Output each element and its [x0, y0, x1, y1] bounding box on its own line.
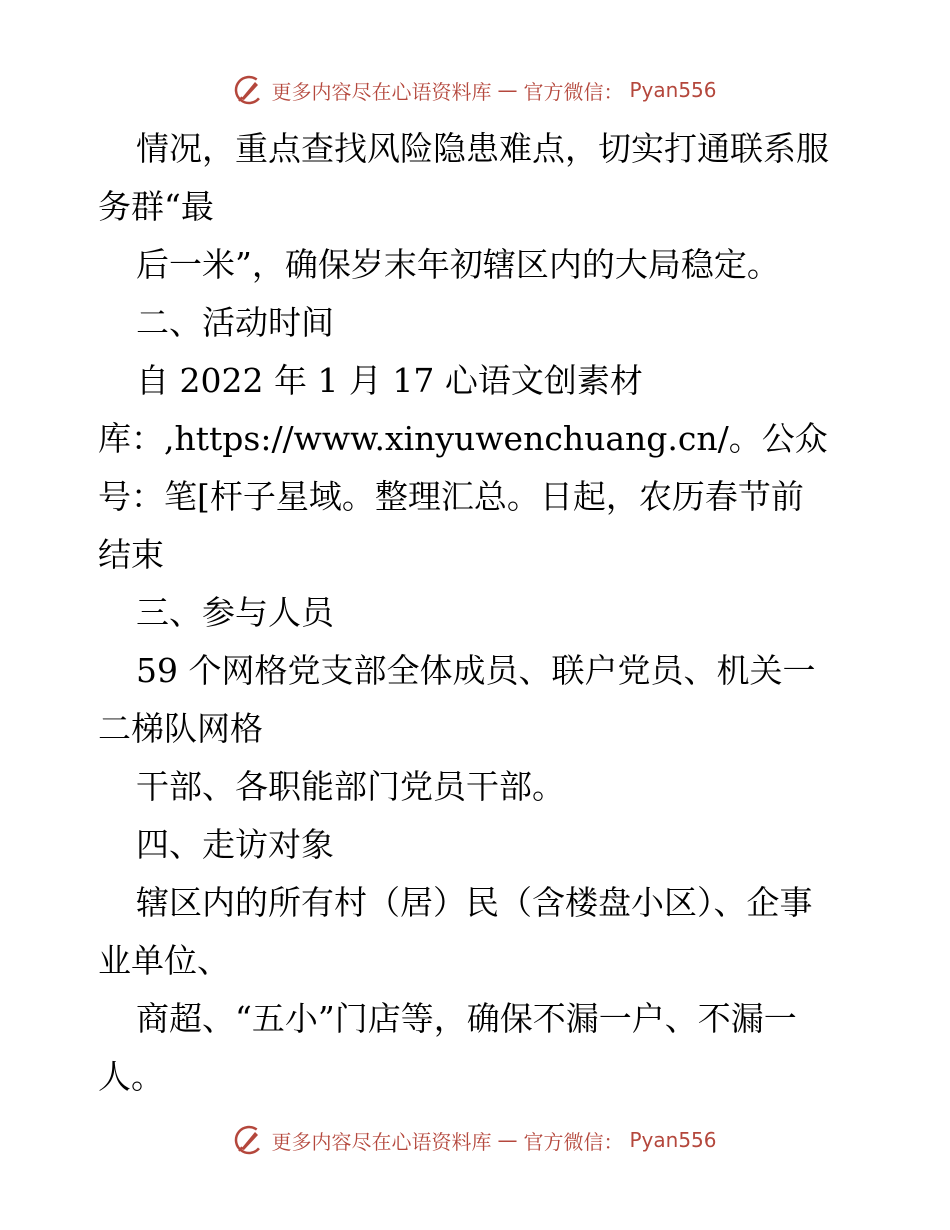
text-line: 辖区内的所有村（居）民（含楼盘小区）、企事 [136, 883, 813, 922]
banner-wechat-id: Pyan556 [629, 1128, 717, 1152]
text-line: 务群“最 [98, 187, 214, 226]
banner-slogan: 更多内容尽在心语资料库 [271, 79, 492, 104]
banner-wechat-id: Pyan556 [629, 78, 717, 102]
text-line: 号：笔[杆子星域。整理汇总。日起，农历春节前 [98, 477, 804, 516]
text-line: 结束 [98, 535, 164, 574]
section-heading: 四、走访对象 [136, 825, 334, 864]
feather-pen-logo-icon [233, 74, 265, 106]
text-line: 库：,https://www.xinyuwenchuang.cn/。公众 [98, 419, 828, 458]
banner-wechat-label: 官方微信： [523, 79, 624, 104]
text-line: 情况，重点查找风险隐患难点，切实打通联系服 [136, 129, 829, 168]
text-line: 干部、各职能部门党员干部。 [136, 767, 565, 806]
section-heading: 三、参与人员 [136, 593, 334, 632]
text-line: 二梯队网格 [98, 709, 263, 748]
text-line: 业单位、 [98, 941, 230, 980]
banner-slogan: 更多内容尽在心语资料库 [271, 1129, 492, 1154]
feather-pen-logo-icon [233, 1124, 265, 1156]
text-line: 59 个网格党支部全体成员、联户党员、机关一 [136, 651, 816, 690]
header-banner [0, 70, 950, 110]
section-heading: 二、活动时间 [136, 303, 334, 342]
text-line: 商超、“五小”门店等，确保不漏一户、不漏一 [136, 999, 797, 1038]
text-line: 自 2022 年 1 月 17 心语文创素材 [136, 361, 643, 400]
text-line: 人。 [98, 1057, 164, 1096]
text-line: 后一米”，确保岁末年初辖区内的大局稳定。 [136, 245, 780, 284]
banner-wechat-label: 官方微信： [523, 1129, 624, 1154]
banner-separator: — [497, 78, 518, 102]
footer-banner [0, 1120, 950, 1160]
document-body [98, 120, 858, 1106]
banner-separator: — [497, 1128, 518, 1152]
